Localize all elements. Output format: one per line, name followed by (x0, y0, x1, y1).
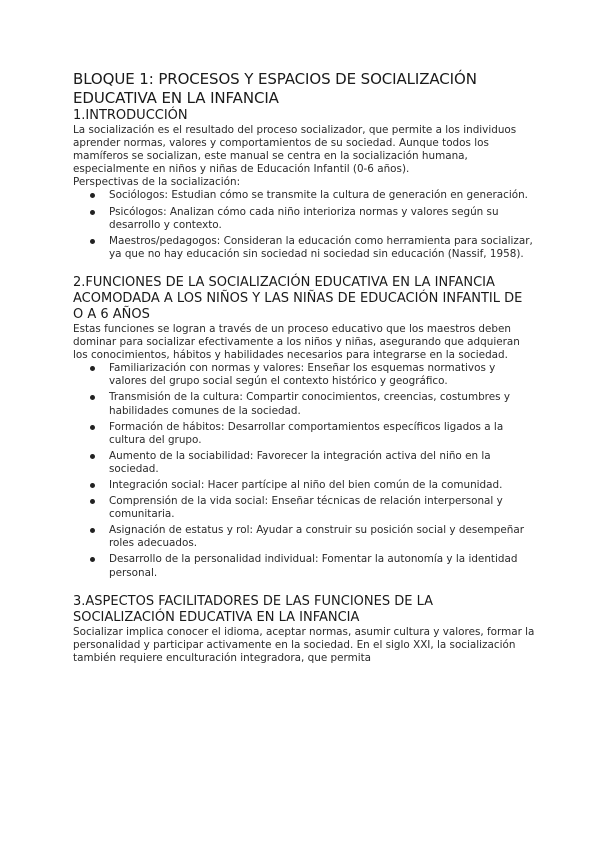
section-1-paragraph: La socialización es el resultado del proceso socializador, que permite a los individuos aprender normas, valores y comportamientos de su sociedad. Aunque todos los mamíferos se socializan, este manual se centra en la socialización humana, especialmente en niños y niñas de Educación Infantil (0-6 años). (73, 124, 517, 176)
list-item: Desarrollo de la personalidad individual: Fomentar la autonomía y la identidad personal. (73, 553, 535, 579)
list-item: Transmisión de la cultura: Compartir conocimientos, creencias, costumbres y habilidades comunes de la sociedad. (73, 391, 535, 417)
bullet-icon (90, 528, 95, 533)
list-item: Formación de hábitos: Desarrollar comportamientos específicos ligados a la cultura del grupo. (73, 421, 535, 447)
list-item: Aumento de la sociabilidad: Favorecer la integración activa del niño en la sociedad. (73, 450, 535, 476)
list-item: Maestros/pedagogos: Consideran la educación como herramienta para socializar, ya que no hay educación sin sociedad ni sociedad sin educación (Nassif, 1958). (73, 235, 535, 261)
section-1-heading: 1.INTRODUCCIÓN (73, 108, 188, 123)
section-2-heading: 2.FUNCIONES DE LA SOCIALIZACIÓN EDUCATIVA EN LA INFANCIA ACOMODADA A LOS NIÑOS Y LAS NIÑAS DE EDUCACIÓN INFANTIL DE O A 6 AÑOS (73, 274, 523, 322)
section-2-list (73, 362, 535, 579)
section-3-paragraph: Socializar implica conocer el idioma, aceptar normas, asumir cultura y valores, formar la personalidad y participar activamente en la sociedad. En el siglo XXI, la socialización también requiere enculturación integradora, que permita (73, 625, 535, 664)
list-item: Sociólogos: Estudian cómo se transmite la cultura de generación en generación. (73, 189, 535, 202)
section-2-paragraph: Estas funciones se logran a través de un proceso educativo que los maestros deben dominar para socializar efectivamente a los niños y niñas, asegurando que adquieran los conocimientos, hábitos y habilidades necesarios para integrarse en la sociedad. (73, 322, 520, 362)
list-item: Asignación de estatus y rol: Ayudar a construir su posición social y desempeñar roles adecuados. (73, 524, 535, 550)
bullet-icon (90, 454, 95, 459)
bullet-icon (90, 557, 95, 562)
list-item: Psicólogos: Analizan cómo cada niño interioriza normas y valores según su desarrollo y contexto. (73, 206, 535, 232)
bullet-icon (90, 366, 95, 371)
document-body (73, 70, 535, 665)
bullet-icon (90, 239, 95, 244)
bullet-icon (90, 499, 95, 504)
bullet-icon (90, 210, 95, 215)
section-3-heading: 3.ASPECTOS FACILITADORES DE LAS FUNCIONES DE LA SOCIALIZACIÓN EDUCATIVA EN LA INFANCIA (73, 593, 434, 625)
bullet-icon (90, 425, 95, 430)
section-1-list-intro: Perspectivas de la socialización: (73, 176, 241, 189)
list-item: Integración social: Hacer partícipe al niño del bien común de la comunidad. (73, 479, 535, 492)
bullet-icon (90, 395, 95, 400)
document-title: BLOQUE 1: PROCESOS Y ESPACIOS DE SOCIALIZACIÓN EDUCATIVA EN LA INFANCIA (73, 70, 477, 107)
bullet-icon (90, 193, 95, 198)
list-item: Comprensión de la vida social: Enseñar técnicas de relación interpersonal y comunitaria. (73, 495, 535, 521)
section-1-list (73, 189, 535, 260)
list-item: Familiarización con normas y valores: Enseñar los esquemas normativos y valores del grupo social según el contexto histórico y geográfico. (73, 362, 535, 388)
bullet-icon (90, 483, 95, 488)
